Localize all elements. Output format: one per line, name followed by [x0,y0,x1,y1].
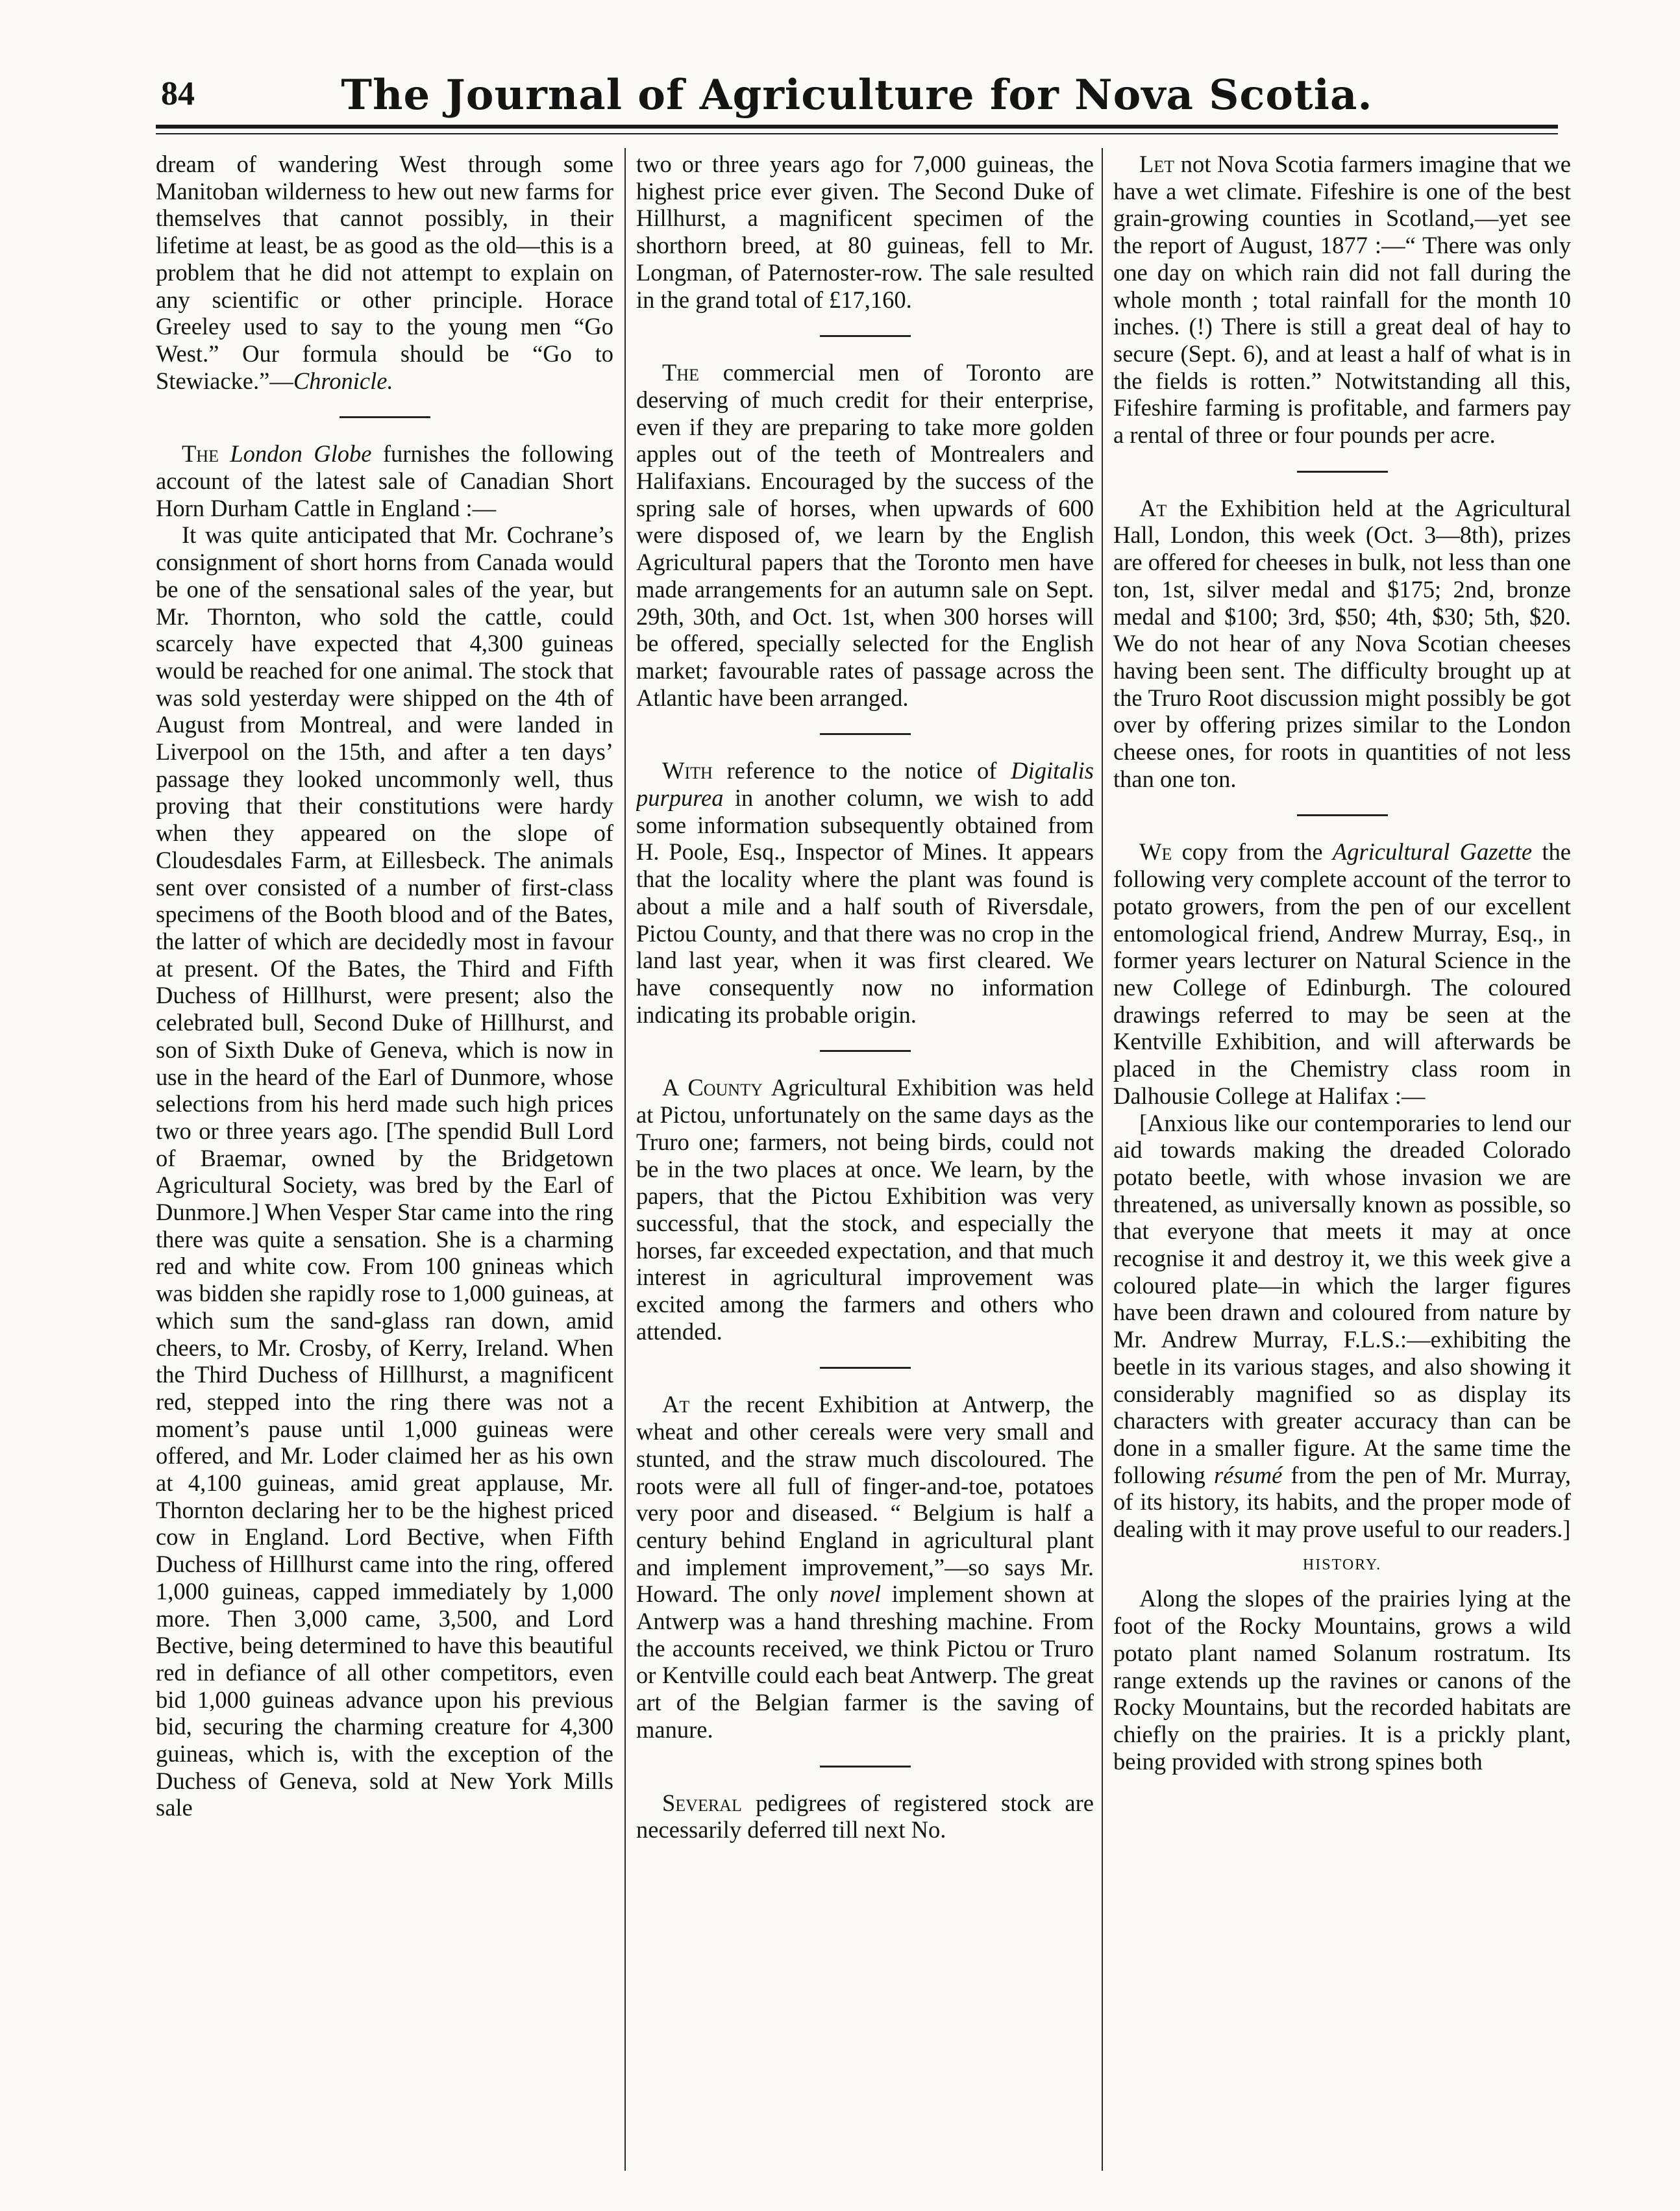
section-heading-history: HISTORY. [1302,1556,1382,1573]
paragraph-text: Agricultural Exhibition was held at Pictou, unfortunately on the same days as the Truro one; farmers, not being birds, could not be in the two places at once. We learn, by the papers, that the Pictou Exhibition was very successful, that the stock, and especially the horses, far exceeded expectation, and that much interest in agricultural improvement was excited among the farmers and others who attended. [636,1074,1094,1345]
paragraph-text: reference to the notice of [726,757,997,784]
paragraph-text: the recent Exhibition at Antwerp, the wheat and other cereals were very small and stunted, and the straw much discoloured. The roots were all full of finger-and-toe, potatoes very poor and diseased. “ Belgium is half a century behind England in agricultural plant and implement improvement,”—so says Mr. Howard. The only [636,1391,1094,1608]
paragraph-text: from the pen of Mr. Murray, of its history, its habits, and the proper mode of dealing with it may prove useful to our readers.] [1113,1461,1571,1543]
article-body: It was quite anticipated that Mr. Cochrane’s consignment of short horns from Canada would be one of the sensational sales of the year, but Mr. Thornton, who sold the cattle, could scarcely have expected that 4,300 guineas would be reached for one animal. The stock that was sold yesterday were shipped on the 4th of August from Montreal, and were landed in Liverpool on the 15th, and after a ten days’ passage they looked uncommonly well, thus proving that their constitutions were hardy when they appeared on the slope of Cloudesdales Farm, at Eillesbeck. The animals sent over consisted of a number of first-class specimens of the Booth blood and of the Bates, the latter of which are decidedly most in favour at present. Of the Bates, the Third and Fifth Duchess of Hillhurst, were present; also the celebrated bull, Second Duke of Hillhurst, and son of Sixth Duke of Geneva, which is now in use in the heard of the Earl of Dunmore, whose selections from his herd made such high prices two or three years ago. [The spendid Bull Lord of Braemar, owned by the Bridgetown Agricultural Society, was bred by the Earl of Dunmore.] When Vesper Star came into the ring there was quite a sensation. She is a charming red and white cow. From 100 gnineas which was bidden she rapidly rose to 1,000 guineas, at which sum the sand-glass ran down, amid cheers, to Mr. Crosby, of Kerry, Ireland. When the Third Duchess of Hillhurst, a magnificent red, stepped into the ring there was not a moment’s pause until 1,000 guineas were offered, and Mr. Loder claimed her as his own at 4,100 guineas, amid great applause, Mr. Thornton declaring her to be the highest priced cow in England. Lord Bective, when Fifth Duchess of Hillhurst came into the ring, offered 1,000 guineas, capped immediately by 1,000 more. Then 3,000 came, 3,500, and Lord Bective, being determined to have this beautiful red in defiance of all other competitors, even bid 1,000 guineas advance upon his previous bid, securing the charming creature for 4,300 guineas, which is, with the exception of the Duchess of Geneva, sold at New York Mills sale [156,521,613,1821]
column-middle [636,151,1094,2167]
article-cheese-prizes [1113,495,1571,793]
lead-word: County [687,1074,763,1101]
article-antwerp [636,1391,1094,1743]
lead-word: Several [662,1789,742,1816]
emphasis: résumé [1213,1461,1283,1488]
paragraph-text: [Anxious like our contemporaries to lend our aid towards making the dreaded Colorado potato beetle, with whose invasion we are threatened, as universally known as possible, so that everyone that meets it may at once recognise it and destroy it, we this week give a coloured plate—in which the larger figures have been drawn and coloured from nature by Mr. Andrew Murray, F.L.S.:—exhibiting the beetle in its various stages, and also showing it considerably magnified so as display its characters with greater accuracy than can be done in a smaller figure. At the same time the following [1113,1109,1571,1488]
plant-name: Digitalis purpurea [636,757,1094,812]
column-divider [1102,148,1103,2171]
section-separator [820,733,911,735]
column-left [156,151,613,2167]
newspaper-name: London Globe [230,440,372,468]
lead-word: The [182,440,219,468]
lead-word: At [662,1391,690,1418]
paragraph-text: in another column, we wish to add some information subsequently obtained from H. Poole, Esq., Inspector of Mines. It appears that the locality where the plant was found is about a mile and a half south of Riversdale, Pictou County, and that there was no crop in the land last year, when it was first cleared. We have consequently now no information indicating its probable origin. [636,784,1094,1028]
section-separator [820,1367,911,1369]
article-continuation: two or three years ago for 7,000 guineas, the highest price ever given. The Second Duke of Hillhurst, a magnificent specimen of the shorthorn breed, at 80 guineas, fell to Mr. Longman, of Paternoster-row. The sale resulted in the grand total of £17,160. [636,151,1094,313]
lead-word: The [662,359,699,386]
header-rule [156,125,1558,129]
section-separator [340,416,430,418]
newspaper-name: Agricultural Gazette [1332,838,1533,866]
section-separator [820,1050,911,1052]
article-fifeshire [1113,151,1571,449]
section-separator [1297,814,1388,816]
history-text: Along the slopes of the prairies lying at the foot of the Rocky Mountains, grows a wild potato plant named Solanum rostratum. Its range extends up the ravines or canons of the Rocky Mountains, but the recorded habitats are chiefly on the prairies. It is a prickly plant, being provided with strong spines both [1113,1585,1571,1775]
source-credit: Chronicle. [293,367,393,394]
header-rule-thin [156,133,1558,134]
page-number: 84 [161,75,195,112]
section-separator [1297,471,1388,473]
column-divider [624,148,626,2171]
lead-word: At [1139,494,1167,521]
paragraph-text: not Nova Scotia farmers imagine that we have a wet climate. Fifeshire is one of the best grain-growing counties in Scotland,—yet see the report of August, 1877 :—“ There was only one day on which rain did not fall during the whole month ; total rainfall for the month 10 inches. (!) There is still a great deal of hay to secure (Sept. 6), and at least a half of what is in the fields is rotten.” Notwitstanding all this, Fifeshire farming is profitable, and farmers pay a rental of three or four pounds per acre. [1113,151,1571,449]
paragraph-text: copy from the [1181,838,1323,866]
article-digitalis [636,757,1094,1028]
lead-word: We [1139,838,1172,866]
article-toronto [636,359,1094,711]
article-pedigrees [636,1790,1094,1843]
article-potato-beetle [1113,838,1571,1109]
section-separator [820,1766,911,1768]
page-header [156,62,1558,119]
article-continuation [156,151,613,394]
column-right [1113,151,1571,2167]
lead-word: Let [1139,151,1175,177]
paragraph-text: the Exhibition held at the Agricultural Hall, London, this week (Oct. 3—8th), prizes are offered for cheeses in bulk, not less than one ton, 1st, silver medal and $175; 2nd, bronze medal and $100; 3rd, $50; 4th, $30; 5th, $20. We do not hear of any Nova Scotian cheeses having been sent. The difficulty brought up at the Truro Root discussion might possibly be got over by offering prizes similar to the London cheese ones, for roots in quantities of not less than one ton. [1113,494,1571,792]
paragraph-text: the following very complete account of the terror to potato growers, from the pen of our excellent entomological friend, Andrew Murray, Esq., in former years lecturer on Natural Science in the new College of Edinburgh. The coloured drawings referred to may be seen at the Kentville Exhibition, and will afterwards be placed in the Chemistry class room in Dalhousie College at Halifax :— [1113,838,1571,1109]
section-separator [820,335,911,337]
lead-word: With [662,757,713,784]
paragraph-text: furnishes the following account of the latest sale of Canadian Short Horn Durham Cattle in England :— [156,440,613,521]
editorial-note [1113,1110,1571,1543]
article-london-globe [156,440,613,521]
paragraph-text: pedigrees of registered stock are necessarily deferred till next No. [636,1789,1094,1843]
paragraph-text: commercial men of Toronto are deserving of much credit for their enterprise, even if they are preparing to take more golden apples out of the teeth of Montrealers and Halifaxians. Encouraged by the success of the spring sale of horses, when upwards of 600 were disposed of, we learn by the English Agricultural papers that the Toronto men have made arrangements for an autumn sale on Sept. 29th, 30th, and Oct. 1st, when 300 horses will be offered, specially selected for the English market; favourable rates of passage across the Atlantic have been arranged. [636,359,1094,711]
paragraph-text: implement shown at Antwerp was a hand threshing machine. From the accounts received, we think Pictou or Truro or Kentville could each beat Antwerp. The great art of the Belgian farmer is the saving of manure. [636,1580,1094,1743]
article-county-exhibition [636,1074,1094,1345]
journal-title: The Journal of Agriculture for Nova Scotia. [341,71,1373,119]
lead-word: A [662,1074,678,1101]
emphasis: novel [829,1580,881,1608]
paragraph-text: dream of wandering West through some Manitoban wilderness to hew out new farms for themselves that cannot possibly, in their lifetime at least, be as good as the old—this is a problem that he did not attempt to explain on any scientific or other principle. Horace Greeley used to say to the young men “Go West.” Our formula should be “Go to Stewiacke.”— [156,151,613,394]
